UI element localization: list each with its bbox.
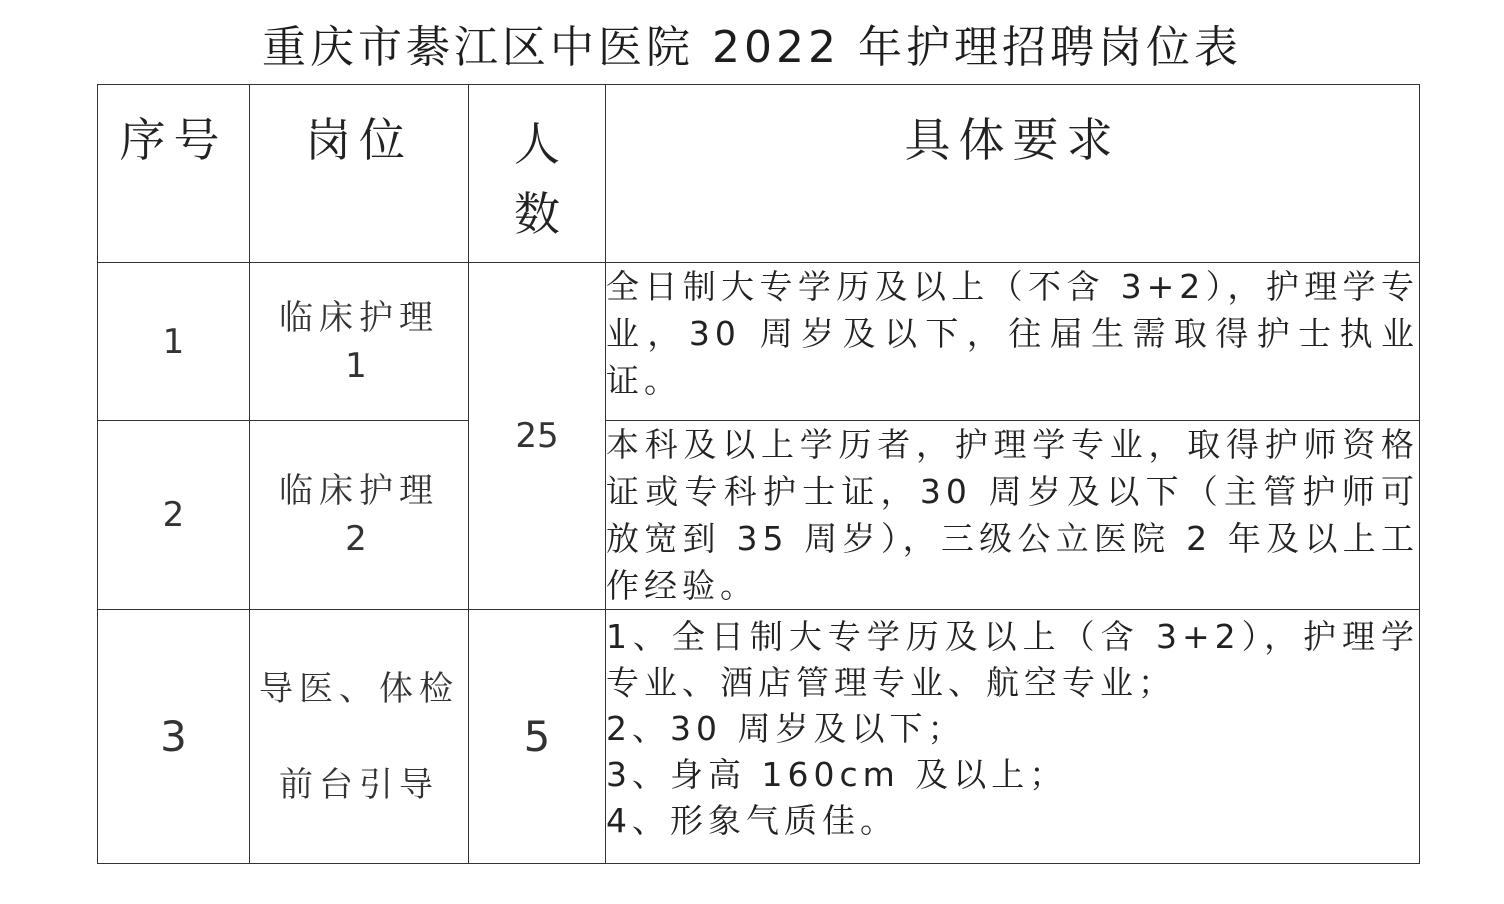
row-post-line1: 临床护理 — [279, 297, 439, 338]
requirement-item: 4、形象气质佳。 — [606, 801, 898, 840]
row-post — [250, 421, 469, 610]
row-post-line1: 临床护理 — [279, 471, 439, 511]
requirement-item: 3、身高 160cm 及以上； — [606, 755, 1068, 794]
row-post-line2: 前台引导 — [279, 764, 439, 805]
header-count-line1: 人 — [514, 117, 560, 171]
page-title: 重庆市綦江区中医院 2022 年护理招聘岗位表 — [262, 22, 1242, 73]
row-seq: 1 — [98, 263, 250, 421]
header-count — [469, 85, 606, 263]
row-requirements: 本科及以上学历者，护理学专业，取得护师资格证或专科护士证，30 周岁及以下（主管护师可放宽到 35 周岁），三级公立医院 2 年及以上工作经验。 — [606, 421, 1420, 610]
row-count: 5 — [469, 610, 606, 864]
row-post — [250, 263, 469, 421]
row-requirements: 全日制大专学历及以上（不含 3+2），护理学专业，30 周岁及以下，往届生需取得护士执业证。 — [606, 263, 1420, 421]
row-post-line1: 导医、体检 — [259, 668, 459, 709]
requirement-item: 1、全日制大专学历及以上（含 3+2），护理学专业、酒店管理专业、航空专业； — [606, 617, 1419, 702]
row-requirements — [606, 610, 1420, 864]
row-seq: 2 — [98, 421, 250, 610]
row-post-line2: 1 — [345, 345, 373, 386]
row-post — [250, 610, 469, 864]
row-count-shared: 25 — [469, 263, 606, 610]
table-row — [98, 610, 1420, 864]
header-post: 岗位 — [250, 85, 469, 263]
recruitment-table — [97, 84, 1420, 864]
header-seq: 序号 — [98, 85, 250, 263]
row-post-line2: 2 — [345, 519, 373, 559]
table-header-row — [98, 85, 1420, 263]
header-count-line2: 数 — [514, 187, 560, 241]
table-row — [98, 421, 1420, 610]
header-requirements: 具体要求 — [606, 85, 1420, 263]
table-row — [98, 263, 1420, 421]
row-seq: 3 — [98, 610, 250, 864]
requirement-item: 2、30 周岁及以下； — [606, 709, 966, 748]
